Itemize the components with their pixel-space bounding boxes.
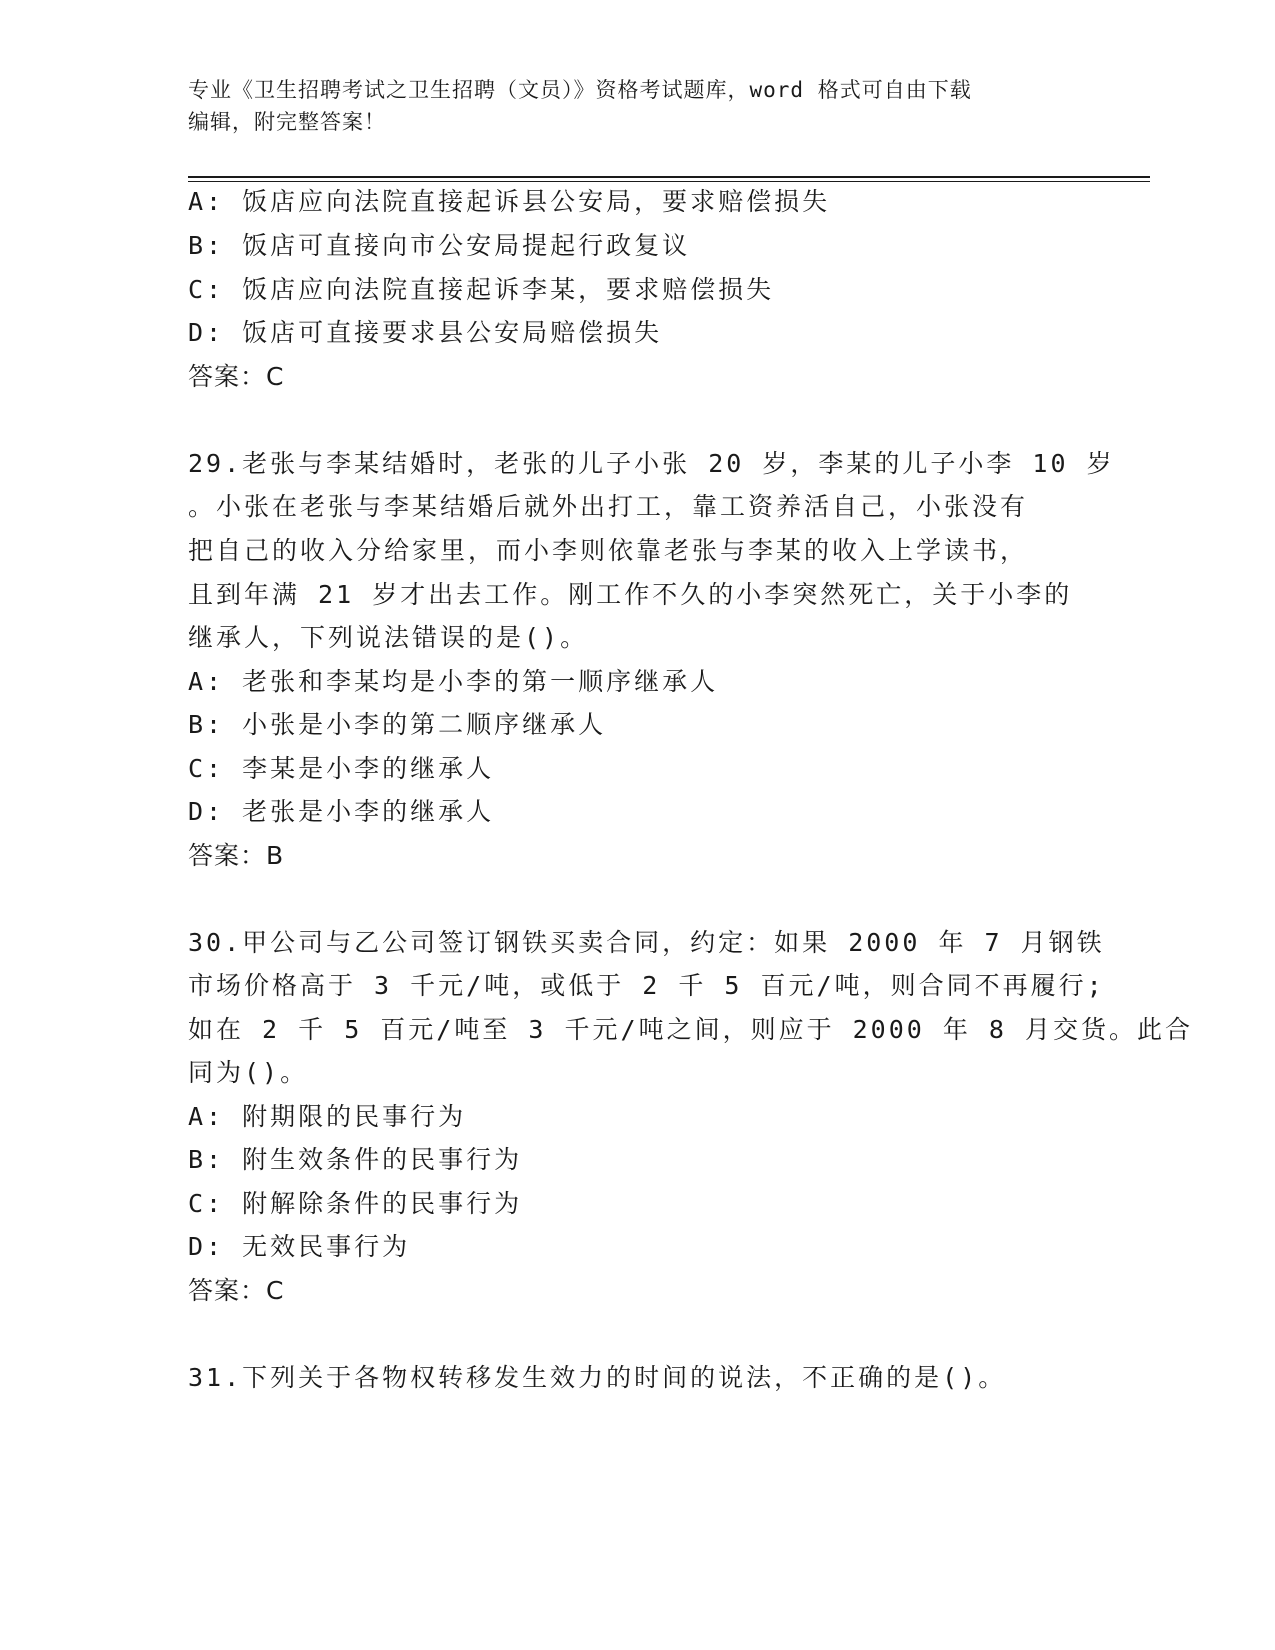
- q29-stem-line-5: 继承人，下列说法错误的是()。: [188, 623, 589, 652]
- header-divider-thick: [188, 176, 1150, 178]
- q31-stem-line-1: 31.下列关于各物权转移发生效力的时间的说法，不正确的是()。: [188, 1363, 1007, 1392]
- q28-option-c: C: 饭店应向法院直接起诉李某，要求赔偿损失: [188, 275, 775, 304]
- q29-option-a: A: 老张和李某均是小李的第一顺序继承人: [188, 667, 719, 696]
- q29-stem-line-4: 且到年满 21 岁才出去工作。刚工作不久的小李突然死亡，关于小李的: [188, 580, 1073, 609]
- q30-option-a: A: 附期限的民事行为: [188, 1102, 467, 1131]
- q29-stem-line-2: 。小张在老张与李某结婚后就外出打工，靠工资养活自己，小张没有: [188, 492, 1029, 521]
- q30-stem-line-1: 30.甲公司与乙公司签订钢铁买卖合同，约定：如果 2000 年 7 月钢铁: [188, 928, 1105, 957]
- q30-stem-line-2: 市场价格高于 3 千元/吨，或低于 2 千 5 百元/吨，则合同不再履行;: [188, 971, 1105, 1000]
- q29-stem-line-3: 把自己的收入分给家里，而小李则依靠老张与李某的收入上学读书，: [188, 536, 1029, 565]
- q30-option-c: C: 附解除条件的民事行为: [188, 1189, 523, 1218]
- header-divider-thin: [188, 181, 1150, 182]
- header-line-1: 专业《卫生招聘考试之卫生招聘（文员）》资格考试题库，word 格式可自由下载: [188, 78, 972, 102]
- q30-option-b: B: 附生效条件的民事行为: [188, 1145, 523, 1174]
- q28-option-d: D: 饭店可直接要求县公安局赔偿损失: [188, 318, 663, 347]
- q29-option-d: D: 老张是小李的继承人: [188, 797, 495, 826]
- q30-answer: 答案：C: [188, 1276, 285, 1305]
- q29-answer: 答案：B: [188, 841, 285, 870]
- q29-option-c: C: 李某是小李的继承人: [188, 754, 495, 783]
- q28-answer: 答案：C: [188, 362, 285, 391]
- q28-option-a: A: 饭店应向法院直接起诉县公安局，要求赔偿损失: [188, 187, 831, 216]
- q30-option-d: D: 无效民事行为: [188, 1232, 411, 1261]
- q29-stem-line-1: 29.老张与李某结婚时，老张的儿子小张 20 岁，李某的儿子小李 10 岁: [188, 449, 1115, 478]
- q30-stem-line-4: 同为()。: [188, 1058, 309, 1087]
- q28-option-b: B: 饭店可直接向市公安局提起行政复议: [188, 231, 691, 260]
- q30-stem-line-3: 如在 2 千 5 百元/吨至 3 千元/吨之间，则应于 2000 年 8 月交货。此合: [188, 1015, 1194, 1044]
- q29-option-b: B: 小张是小李的第二顺序继承人: [188, 710, 607, 739]
- header-line-2: 编辑，附完整答案！: [188, 110, 386, 134]
- document-header: [188, 74, 1068, 138]
